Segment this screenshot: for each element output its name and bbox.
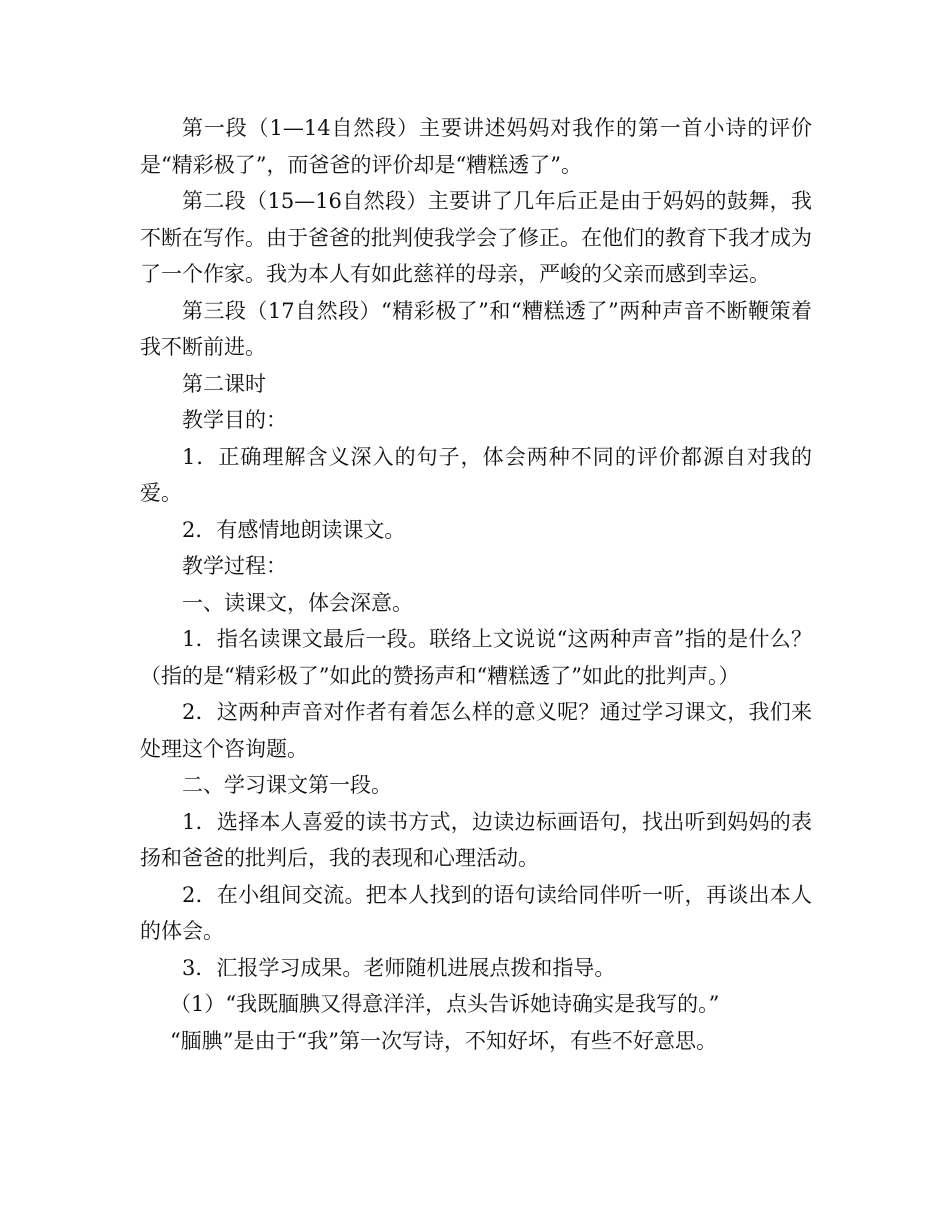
quote-sentence-1: （1）“我既腼腆又得意洋洋，点头告诉她诗确实是我写的。” <box>170 992 720 1016</box>
goal-item-1: 1．正确理解含义深入的句子，体会两种不同的评价都源自对我的爱。 <box>140 444 812 505</box>
paragraph-section-one-summary: 第一段（1—14自然段）主要讲述妈妈对我作的第一首小诗的评价是“精彩极了”，而爸爸的评价却是“糟糕透了”。 <box>140 116 812 177</box>
goal-item-2: 2．有感情地朗读课文。 <box>182 517 406 542</box>
document-body <box>140 110 812 1059</box>
heading-teaching-goals: 教学目的： <box>182 408 287 432</box>
process-step-one: 一、读课文，体会深意。 <box>182 590 413 615</box>
process-item-1-2: 2．这两种声音对作者有着怎么样的意义呢？通过学习课文，我们来处理这个咨询题。 <box>140 700 812 761</box>
process-item-2-2: 2．在小组间交流。把本人找到的语句读给同伴听一听，再谈出本人的体会。 <box>140 882 812 943</box>
process-item-2-3: 3．汇报学习成果。老师随机进展点拨和指导。 <box>182 955 616 980</box>
process-item-2-1: 1．选择本人喜爱的读书方式，边读边标画语句，找出听到妈妈的表扬和爸爸的批判后，我的表现和心理活动。 <box>140 809 812 870</box>
quote-explanation-1: “腼腆”是由于“我”第一次写诗，不知好坏，有些不好意思。 <box>170 1028 717 1053</box>
heading-second-lesson: 第二课时 <box>182 371 266 396</box>
paragraph-section-three-summary: 第三段（17自然段）“精彩极了”和“糟糕透了”两种声音不断鞭策着我不断前进。 <box>140 298 812 359</box>
process-step-two: 二、学习课文第一段。 <box>182 773 392 797</box>
paragraph-section-two-summary: 第二段（15—16自然段）主要讲了几年后正是由于妈妈的鼓舞，我不断在写作。由于爸爸的批判使我学会了修正。在他们的教育下我才成为了一个作家。我为本人有如此慈祥的母亲，严峻的父亲而感到幸运。 <box>140 189 812 286</box>
process-item-1-1: 1．指名读课文最后一段。联络上文说说“这两种声音”指的是什么？（指的是“精彩极了”如此的赞扬声和“糟糕透了”如此的批判声。） <box>140 627 812 688</box>
heading-teaching-process: 教学过程： <box>182 554 287 578</box>
